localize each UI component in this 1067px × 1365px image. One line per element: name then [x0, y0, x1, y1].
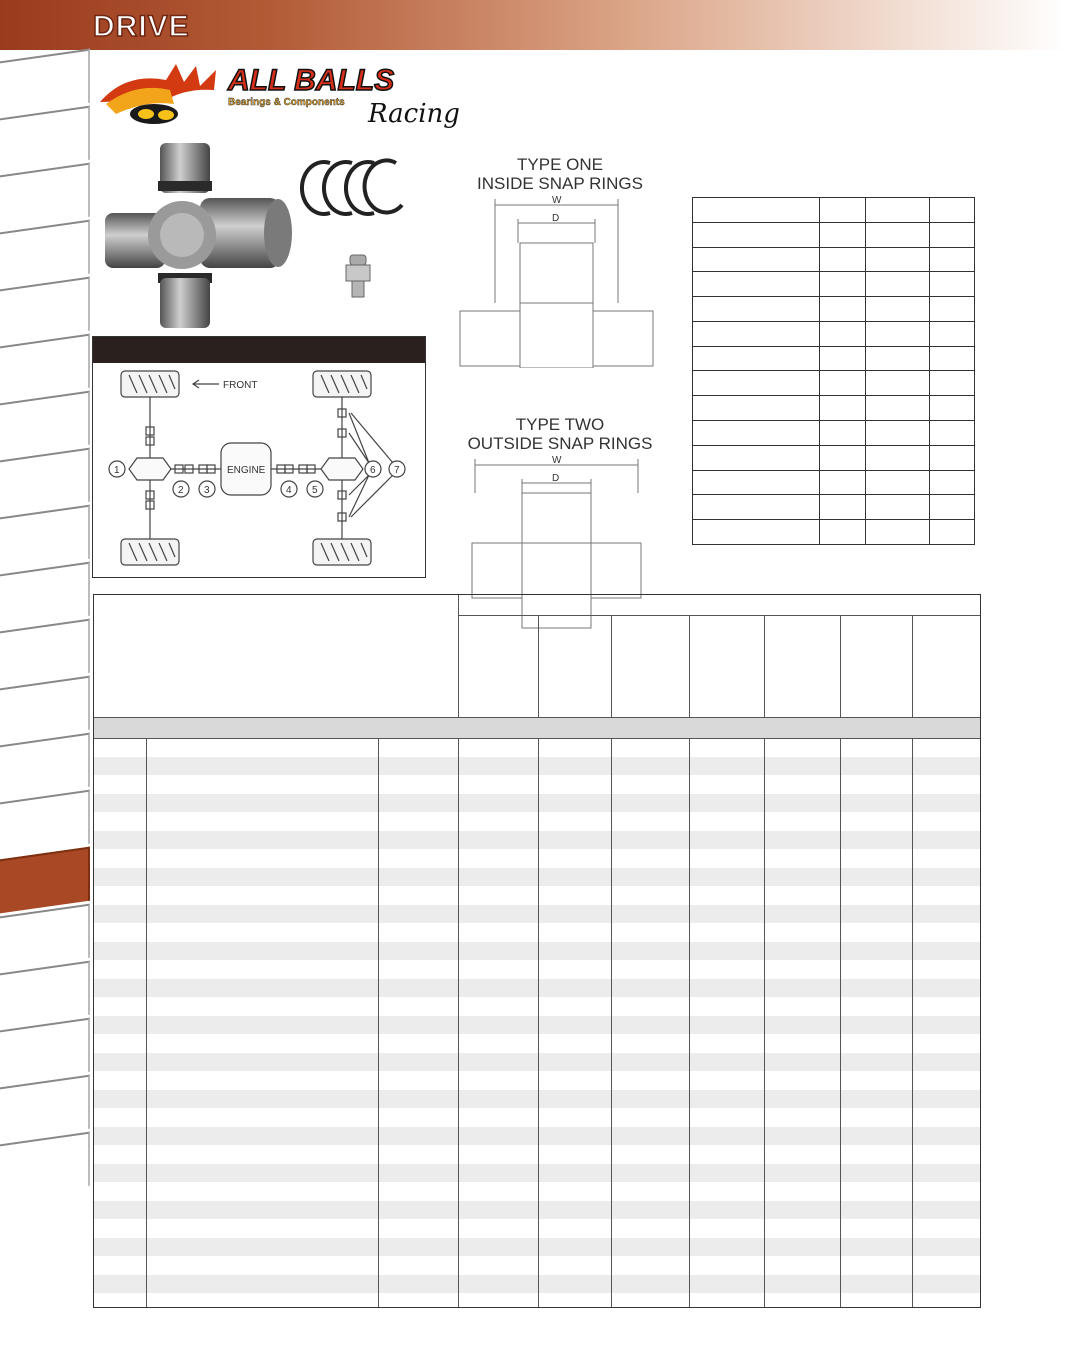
table-row — [94, 1275, 980, 1294]
spec-row — [693, 297, 975, 322]
side-tab[interactable] — [0, 1018, 90, 1085]
spec-table — [692, 197, 975, 545]
side-tab[interactable] — [0, 49, 90, 116]
table-row — [94, 905, 980, 924]
side-tab[interactable] — [0, 676, 90, 743]
logo-tagline-text: Bearings & Components — [228, 97, 345, 108]
table-row — [94, 1034, 980, 1053]
side-tab[interactable] — [0, 505, 90, 572]
table-row — [94, 886, 980, 905]
position-label: 2 — [178, 485, 184, 496]
side-tab[interactable] — [0, 619, 90, 686]
spec-row — [693, 321, 975, 346]
table-row — [94, 831, 980, 850]
position-label: 6 — [370, 465, 376, 476]
table-row — [94, 794, 980, 813]
depth-label: D — [552, 213, 560, 224]
spec-row — [693, 520, 975, 545]
spec-row — [693, 470, 975, 495]
side-tab[interactable] — [0, 733, 90, 800]
spec-row — [693, 396, 975, 421]
side-tab[interactable] — [0, 961, 90, 1028]
drivetrain-schematic — [93, 363, 423, 575]
position-label: 7 — [394, 465, 400, 476]
side-tab[interactable] — [0, 220, 90, 287]
all-balls-racing-logo — [96, 60, 476, 132]
table-row — [94, 960, 980, 979]
spec-row — [693, 198, 975, 223]
spec-row — [693, 247, 975, 272]
grease-fitting-icon — [346, 255, 370, 297]
depth-label: D — [552, 473, 560, 484]
position-label: 3 — [204, 485, 210, 496]
logo-brand-text: ALL BALLS — [228, 64, 395, 97]
table-row — [94, 979, 980, 998]
spec-row — [693, 421, 975, 446]
table-row — [94, 1164, 980, 1183]
table-row — [94, 1145, 980, 1164]
table-row — [94, 738, 980, 757]
table-row — [94, 1238, 980, 1257]
side-tab[interactable] — [0, 562, 90, 629]
table-row — [94, 868, 980, 887]
table-row — [94, 1053, 980, 1072]
table-row — [94, 1090, 980, 1109]
side-tab[interactable] — [0, 163, 90, 230]
side-tab[interactable] — [0, 790, 90, 857]
side-tab[interactable] — [0, 1075, 90, 1142]
table-divider — [458, 615, 980, 616]
table-row — [94, 997, 980, 1016]
table-row — [94, 775, 980, 794]
engine-label: ENGINE — [227, 465, 266, 476]
table-row — [94, 812, 980, 831]
position-label: 4 — [286, 485, 292, 496]
table-row — [94, 1071, 980, 1090]
table-subheader-band — [94, 717, 980, 739]
application-table — [93, 594, 981, 1308]
side-tab[interactable] — [0, 334, 90, 401]
logo-mascot-icon — [100, 64, 216, 124]
table-row — [94, 849, 980, 868]
table-row — [94, 1016, 980, 1035]
spec-row — [693, 346, 975, 371]
type-one-cross-diagram — [440, 193, 680, 368]
section-title: DRIVE — [93, 10, 190, 43]
side-tab[interactable] — [0, 904, 90, 971]
position-label: 5 — [312, 485, 318, 496]
table-row — [94, 1256, 980, 1275]
side-tab[interactable] — [0, 1132, 90, 1199]
diagram-header-bar — [93, 337, 425, 363]
side-tab[interactable] — [0, 391, 90, 458]
table-row — [94, 923, 980, 942]
side-tab[interactable] — [0, 448, 90, 515]
snap-rings-and-grease-fitting-photo — [292, 155, 422, 305]
front-label: FRONT — [223, 380, 258, 391]
table-row — [94, 1219, 980, 1238]
spec-row — [693, 371, 975, 396]
spec-row — [693, 272, 975, 297]
drive-location-diagram — [92, 336, 426, 578]
position-label: 1 — [114, 465, 120, 476]
u-joint-type-diagrams — [440, 155, 680, 585]
table-body — [94, 738, 980, 1307]
table-row — [94, 1201, 980, 1220]
logo-racing-text: Racing — [368, 99, 460, 129]
table-row — [94, 1293, 980, 1312]
table-row — [94, 1108, 980, 1127]
table-row — [94, 942, 980, 961]
spec-row — [693, 445, 975, 470]
u-joint-photo — [100, 143, 300, 333]
type-two-title: TYPE TWO OUTSIDE SNAP RINGS — [467, 415, 653, 453]
side-tab[interactable] — [0, 277, 90, 344]
table-row — [94, 1127, 980, 1146]
table-row — [94, 1182, 980, 1201]
side-tab[interactable] — [0, 106, 90, 173]
spec-row — [693, 495, 975, 520]
table-row — [94, 757, 980, 776]
spec-row — [693, 222, 975, 247]
side-tab[interactable] — [0, 847, 90, 914]
width-label: W — [552, 195, 562, 206]
width-label: W — [552, 455, 562, 466]
type-one-title: TYPE ONE INSIDE SNAP RINGS — [477, 155, 643, 193]
